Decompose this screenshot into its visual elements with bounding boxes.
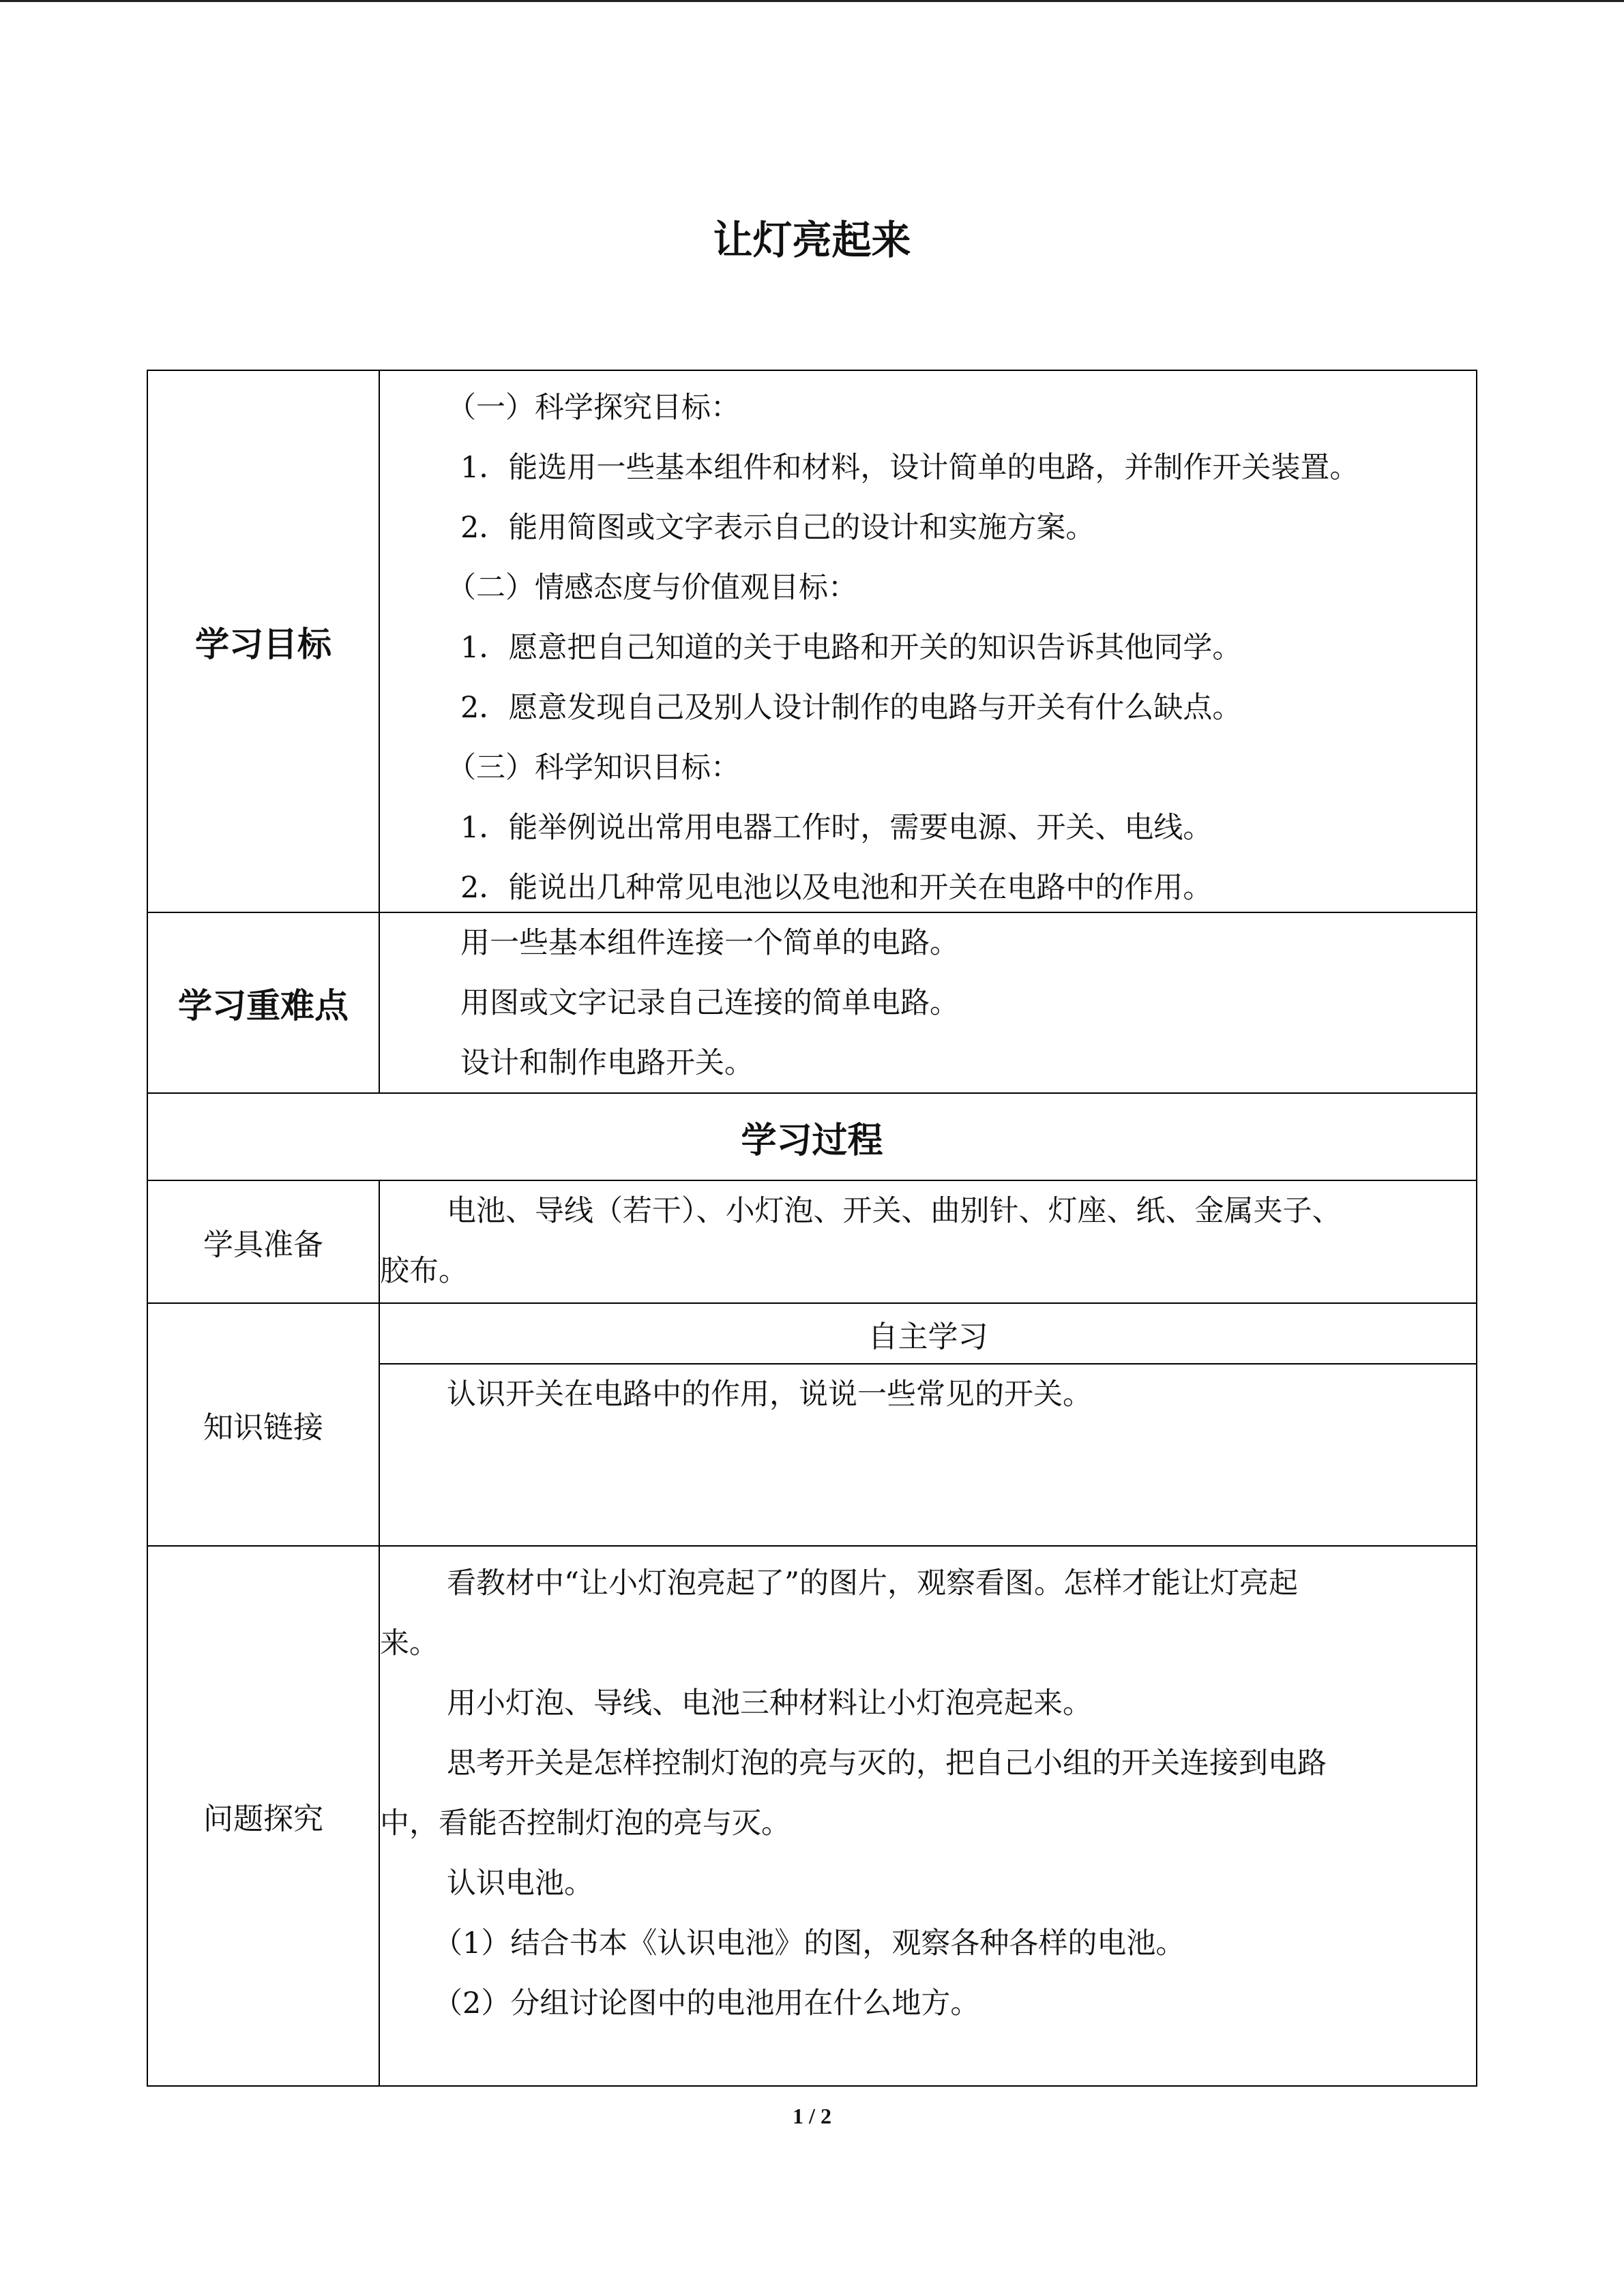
inquiry-text-line: 用小灯泡、导线、电池三种材料让小灯泡亮起来。 [447, 1686, 1092, 1720]
inquiry-text-line: 认识电池。 [447, 1866, 593, 1900]
objectives-line: 1．能选用一些基本组件和材料，设计简单的电路，并制作开关装置。 [460, 451, 1359, 485]
inquiry-text-line: （2）分组讨论图中的电池用在什么地方。 [433, 1986, 980, 2021]
objectives-line: （一）科学探究目标： [447, 391, 740, 425]
objectives-line: 2．能用简图或文字表示自己的设计和实施方案。 [460, 511, 1095, 545]
objectives-line: 2．能说出几种常见电池以及电池和开关在电路中的作用。 [460, 871, 1213, 905]
objectives-label-cell [147, 370, 380, 913]
key-points-label: 学习重难点 [178, 985, 349, 1026]
key-point-line: 设计和制作电路开关。 [460, 1046, 754, 1080]
materials-text-line: 电池、导线（若干）、小灯泡、开关、曲别针、灯座、纸、金属夹子、 [447, 1194, 1342, 1228]
inquiry-text-line: 看教材中“让小灯泡亮起了”的图片，观察看图。怎样才能让灯亮起 [447, 1566, 1298, 1600]
inquiry-label: 问题探究 [203, 1802, 323, 1836]
process-heading-cell [147, 1092, 1477, 1181]
knowledge-label: 知识链接 [203, 1410, 323, 1445]
page-number: 1 / 2 [793, 2104, 831, 2128]
objectives-label: 学习目标 [195, 624, 331, 664]
inquiry-text-line: 来。 [380, 1626, 439, 1660]
knowledge-text: 认识开关在电路中的作用，说说一些常见的开关。 [447, 1377, 1092, 1412]
process-heading: 学习过程 [741, 1120, 883, 1161]
materials-content-cell [379, 1180, 1477, 1304]
materials-label-cell [147, 1180, 380, 1304]
knowledge-content-cell [379, 1363, 1477, 1547]
key-points-content-cell [379, 912, 1477, 1094]
objectives-line: 2．愿意发现自己及别人设计制作的电路与开关有什么缺点。 [460, 691, 1242, 725]
materials-text-line: 胶布。 [380, 1254, 468, 1288]
objectives-line: 1．能举例说出常用电器工作时，需要电源、开关、电线。 [460, 811, 1213, 845]
knowledge-subheading-cell [379, 1302, 1477, 1365]
key-points-label-cell [147, 912, 380, 1094]
inquiry-text-line: （1）结合书本《认识电池》的图，观察各种各样的电池。 [433, 1926, 1185, 1960]
objectives-content-cell [379, 370, 1477, 913]
top-border-line [0, 0, 1624, 2]
key-point-line: 用图或文字记录自己连接的简单电路。 [460, 986, 959, 1020]
objectives-line: （三）科学知识目标： [447, 751, 740, 785]
inquiry-content-cell [379, 1545, 1477, 2087]
inquiry-label-cell [147, 1545, 380, 2087]
materials-label: 学具准备 [203, 1227, 323, 1262]
objectives-line: 1．愿意把自己知道的关于电路和开关的知识告诉其他同学。 [460, 631, 1242, 665]
page-title: 让灯亮起来 [713, 217, 911, 263]
knowledge-label-cell [147, 1302, 380, 1547]
inquiry-text-line: 思考开关是怎样控制灯泡的亮与灭的，把自己小组的开关连接到电路 [447, 1746, 1327, 1780]
inquiry-text-line: 中，看能否控制灯泡的亮与灭。 [380, 1806, 791, 1840]
key-point-line: 用一些基本组件连接一个简单的电路。 [460, 926, 959, 960]
knowledge-subheading: 自主学习 [868, 1319, 988, 1354]
objectives-line: （二）情感态度与价值观目标： [447, 571, 857, 605]
